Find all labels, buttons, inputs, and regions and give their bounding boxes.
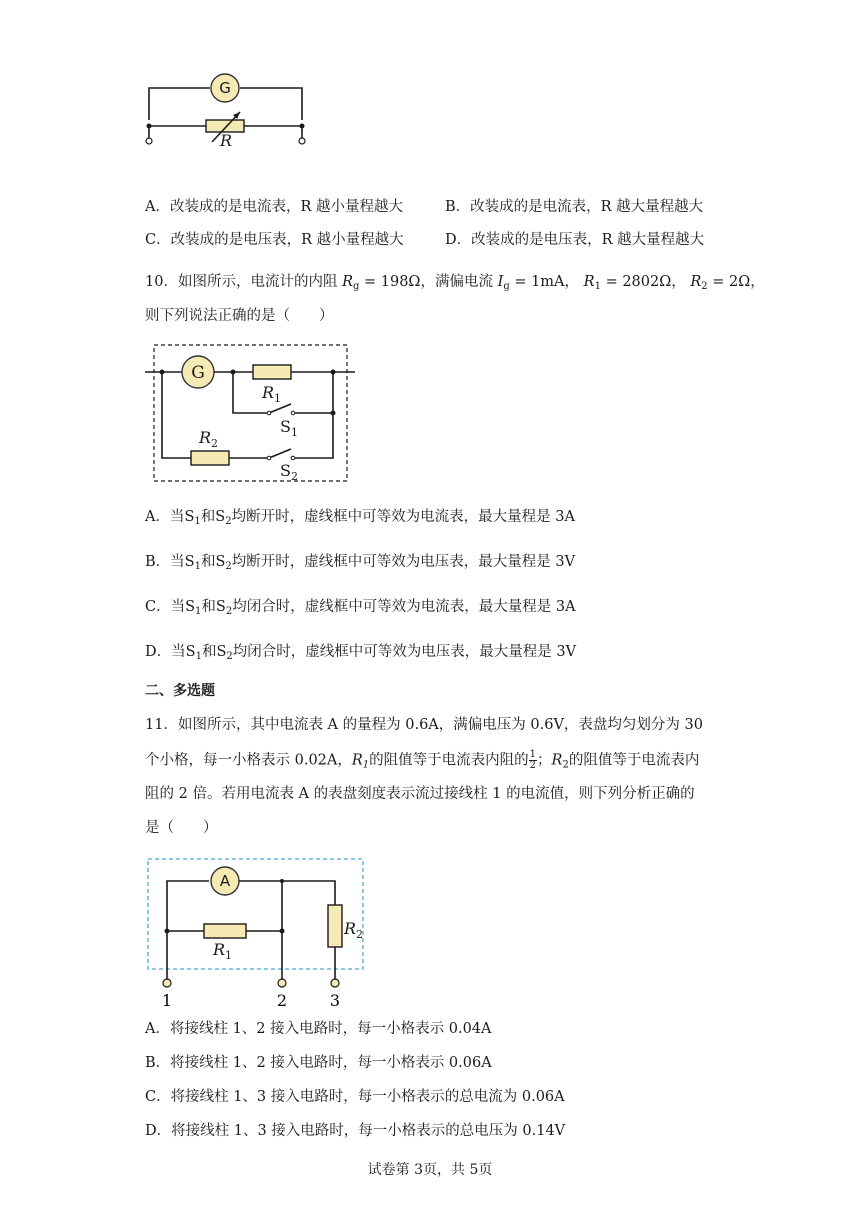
terminal-icon xyxy=(146,138,152,144)
terminal-3-label: 3 xyxy=(329,991,341,1010)
resistor-r1-icon xyxy=(204,924,246,938)
terminal-1-icon xyxy=(163,979,171,987)
svg-text:2: 2 xyxy=(291,470,298,483)
q10-r2-value: = 2Ω xyxy=(712,274,751,290)
svg-text:2: 2 xyxy=(356,928,363,941)
q9-option-c: C．改装成的是电压表，R 越小量程越大 xyxy=(145,232,404,248)
q10-stem-line1: 10．如图所示，电流计的内阻 $R_g = 198\Omega$，满偏电流 $I_g = 1mA$， $R_1 = 2802\Omega$， $R_2 = 2\Omega$， xyxy=(145,274,765,292)
q10-option-d: D．当$S_1$和$S_2$均闭合时，虚线框中可等效为电压表，最大量程是 3V xyxy=(145,644,577,662)
svg-text:1: 1 xyxy=(225,949,232,962)
q10-option-a: A．当$S_1$和$S_2$均断开时，虚线框中可等效为电流表，最大量程是 3A xyxy=(145,509,575,527)
q9-circuit-figure xyxy=(140,70,320,160)
terminal-icon xyxy=(299,138,305,144)
switch-s2-icon xyxy=(269,449,291,458)
q11-r1-label: R xyxy=(213,940,226,959)
resistor-r2-icon xyxy=(328,905,342,947)
q10-ig-label: ，满偏电流 xyxy=(420,274,493,290)
q10-ig-value: = 1mA xyxy=(514,274,565,290)
q10-meter-label: G xyxy=(191,363,205,383)
q11-meter-label: A xyxy=(219,872,231,890)
switch-s1-icon xyxy=(269,404,291,413)
resistor-r2-icon xyxy=(191,451,229,465)
terminal-3-icon xyxy=(331,979,339,987)
q11-option-d: D．将接线柱 1、3 接入电路时，每一小格表示的总电压为 0.14V xyxy=(145,1123,566,1139)
svg-text:1: 1 xyxy=(274,392,281,405)
q9-option-b: B．改装成的是电流表，R 越大量程越大 xyxy=(445,199,704,215)
q10-s1-label: S xyxy=(280,417,291,436)
q10-circuit-figure xyxy=(145,340,355,490)
q11-circuit-figure xyxy=(145,855,375,1015)
q10-r1-value: = 2802Ω xyxy=(605,274,672,290)
q10-r1-label: R xyxy=(262,383,275,402)
terminal-2-label: 2 xyxy=(276,991,288,1010)
q9-option-a: A．改装成的是电流表，R 越小量程越大 xyxy=(145,199,403,215)
q11-r2-label: R xyxy=(344,919,357,938)
q10-option-c: C．当$S_1$和$S_2$均闭合时，虚线框中可等效为电流表，最大量程是 3A xyxy=(145,599,576,617)
q11-stem-line3: 阻的 2 倍。若用电流表 A 的表盘刻度表示流过接线柱 1 的电流值，则下列分析正确的 xyxy=(145,786,695,802)
resistor-r1-icon xyxy=(253,365,291,379)
svg-text:2: 2 xyxy=(211,437,218,450)
q11-stem-line2: 个小格，每一小格表示 0.02A，$R_1$的阻值等于电流表内阻的 $\frac{1}{2}$ ；$R_2$的阻值等于电流表内 xyxy=(145,749,700,771)
terminal-2-icon xyxy=(278,979,286,987)
q11-stem-line1: 11．如图所示，其中电流表 A 的量程为 0.6A，满偏电压为 0.6V，表盘均匀划分为 30 xyxy=(145,717,703,733)
q11-stem-line4: 是（ ） xyxy=(145,820,218,836)
q9-resistor-label: R xyxy=(220,131,233,150)
q11-option-c: C．将接线柱 1、3 接入电路时，每一小格表示的总电流为 0.06A xyxy=(145,1089,565,1105)
section-title: 二、多选题 xyxy=(145,683,215,699)
fraction-one-half: $\frac{1}{2}$ xyxy=(529,749,537,771)
q10-stem-line2: 则下列说法正确的是（ ） xyxy=(145,308,334,324)
terminal-1-label: 1 xyxy=(161,991,173,1010)
q10-r2-label: R xyxy=(199,428,212,447)
q11-option-a: A．将接线柱 1、2 接入电路时，每一小格表示 0.04A xyxy=(145,1021,492,1037)
q10-rg-value: = 198Ω xyxy=(364,274,421,290)
svg-text:1: 1 xyxy=(291,426,298,439)
q10-s2-label: S xyxy=(280,461,291,480)
q11-option-b: B．将接线柱 1、2 接入电路时，每一小格表示 0.06A xyxy=(145,1055,492,1071)
q9-meter-label: G xyxy=(219,79,231,97)
page-footer: 试卷第 3页，共 5页 xyxy=(367,1162,493,1178)
q10-option-b: B．当$S_1$和$S_2$均断开时，虚线框中可等效为电压表，最大量程是 3V xyxy=(145,554,576,572)
q10-stem-prefix: 10．如图所示，电流计的内阻 xyxy=(145,274,338,290)
q9-option-d: D．改装成的是电压表，R 越大量程越大 xyxy=(445,232,705,248)
